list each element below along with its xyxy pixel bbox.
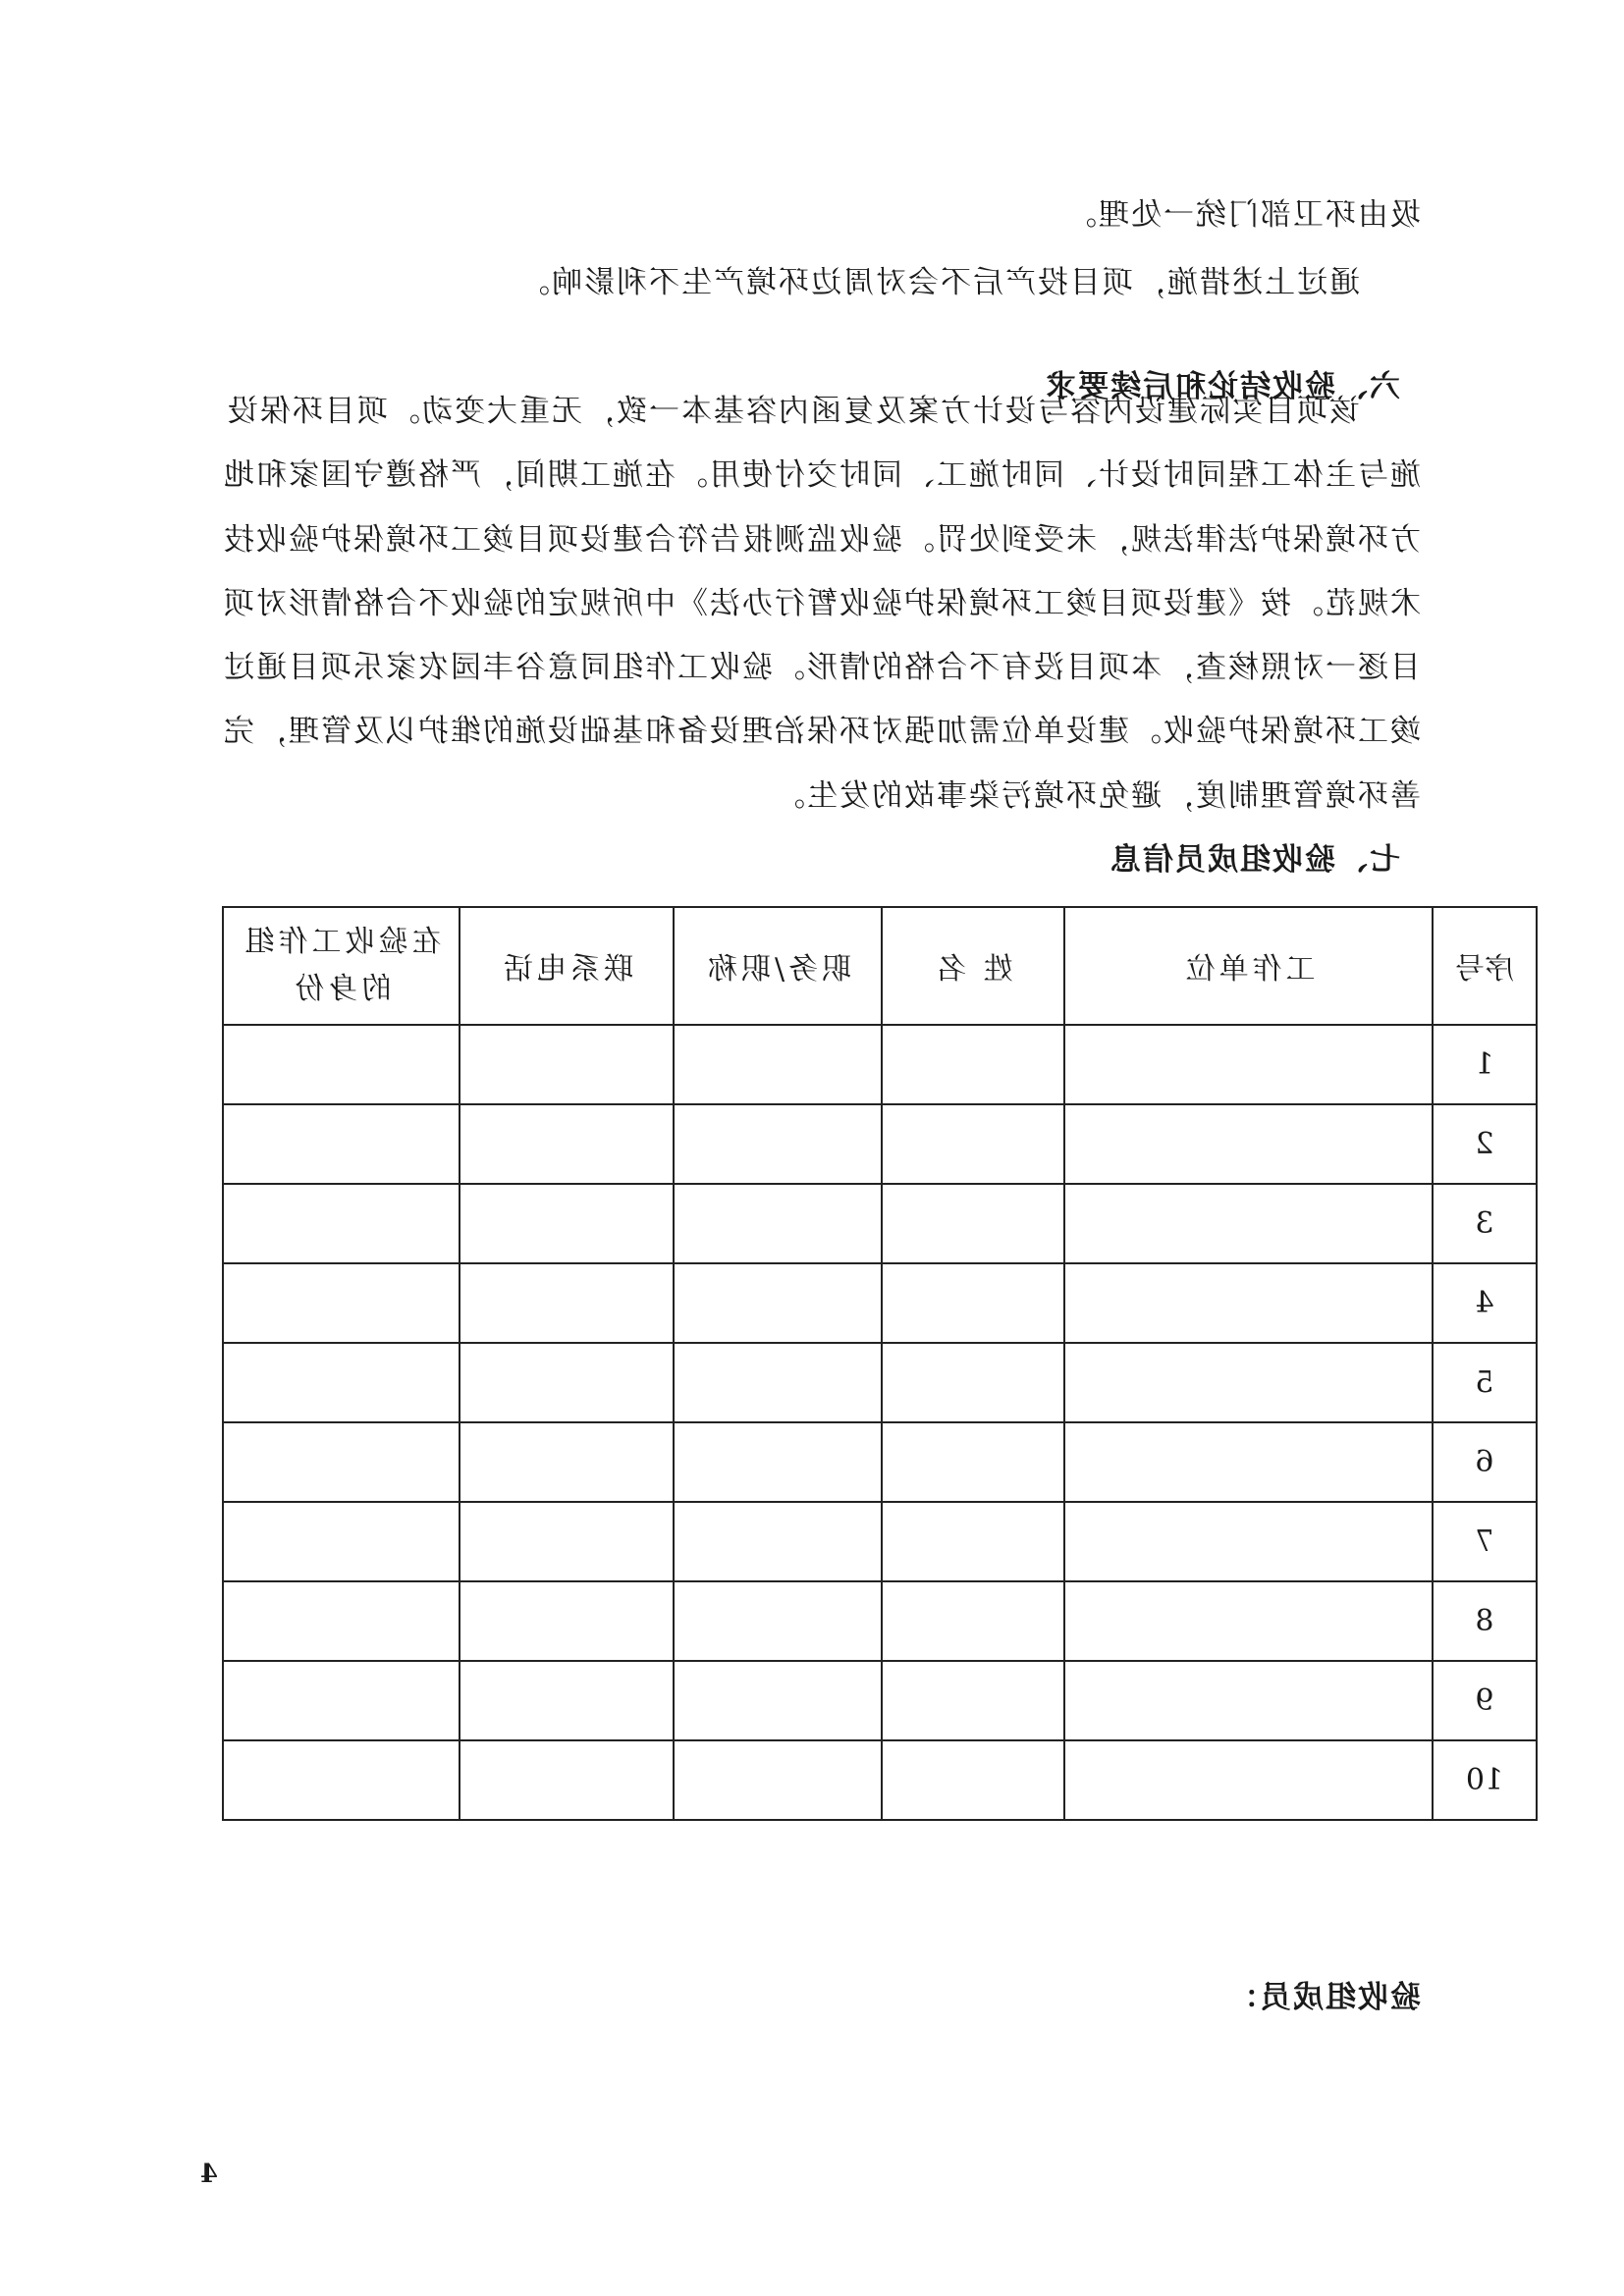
cell-position: [674, 1581, 882, 1661]
cell-role: [223, 1581, 460, 1661]
cell-name: [882, 1263, 1064, 1343]
cell-work-unit: [1064, 1502, 1433, 1581]
cell-role: [223, 1184, 460, 1263]
cell-position: [674, 1343, 882, 1422]
cell-work-unit: [1064, 1263, 1433, 1343]
cell-work-unit: [1064, 1422, 1433, 1502]
page-number: 4: [199, 2160, 218, 2189]
signature-label: 验收组成员：: [1226, 1980, 1421, 2015]
cell-name: [882, 1740, 1064, 1820]
row-index: 7: [1433, 1502, 1537, 1581]
table-row: [223, 1422, 1537, 1502]
section-6-heading: 六、验收结论和后续要求: [1044, 369, 1400, 404]
cell-name: [882, 1025, 1064, 1104]
cell-phone: [460, 1104, 674, 1184]
cell-phone: [460, 1740, 674, 1820]
row-index: 6: [1433, 1422, 1537, 1502]
cell-position: [674, 1740, 882, 1820]
cell-role: [223, 1740, 460, 1820]
table-header-row: [223, 907, 1537, 1025]
cell-work-unit: [1064, 1104, 1433, 1184]
table-row: [223, 1104, 1537, 1184]
cell-name: [882, 1343, 1064, 1422]
cell-work-unit: [1064, 1740, 1433, 1820]
cell-work-unit: [1064, 1661, 1433, 1740]
row-index: 3: [1433, 1184, 1537, 1263]
paragraph-line: 目逐一对照核查，本项目没有不合格的情形。验收工作组同意谷丰园农家乐项目通过: [222, 650, 1421, 685]
cell-role: [223, 1343, 460, 1422]
cell-position: [674, 1422, 882, 1502]
header-position-title: 职务/职称: [674, 907, 882, 1025]
header-index: 序号: [1433, 907, 1537, 1025]
cell-phone: [460, 1422, 674, 1502]
cell-phone: [460, 1581, 674, 1661]
cell-phone: [460, 1025, 674, 1104]
paragraph-line: 方环境保护法律法规，未受到处罚。验收监测报告符合建设项目竣工环境保护验收技: [222, 522, 1421, 558]
cell-phone: [460, 1343, 674, 1422]
paragraph-line: 术规范。按《建设项目竣工环境保护验收暂行办法》中所规定的验收不合格情形对项: [222, 586, 1421, 621]
row-index: 1: [1433, 1025, 1537, 1104]
cell-phone: [460, 1661, 674, 1740]
cell-work-unit: [1064, 1581, 1433, 1661]
cell-phone: [460, 1263, 674, 1343]
table-row: [223, 1025, 1537, 1104]
row-index: 10: [1433, 1740, 1537, 1820]
row-index: 2: [1433, 1104, 1537, 1184]
header-work-unit: 工作单位: [1064, 907, 1433, 1025]
row-index: 9: [1433, 1661, 1537, 1740]
cell-name: [882, 1581, 1064, 1661]
cell-work-unit: [1064, 1343, 1433, 1422]
paragraph-line: 施与主体工程同时设计、同时施工、同时交付使用。在施工期间，严格遵守国家和地: [222, 457, 1421, 493]
cell-work-unit: [1064, 1184, 1433, 1263]
cell-position: [674, 1184, 882, 1263]
cell-position: [674, 1502, 882, 1581]
cell-role: [223, 1422, 460, 1502]
cell-role: [223, 1263, 460, 1343]
cell-position: [674, 1104, 882, 1184]
cell-role: [223, 1025, 460, 1104]
table-row: [223, 1343, 1537, 1422]
cell-phone: [460, 1502, 674, 1581]
cell-name: [882, 1502, 1064, 1581]
table-row: [223, 1661, 1537, 1740]
cell-work-unit: [1064, 1025, 1433, 1104]
cell-position: [674, 1263, 882, 1343]
header-name: 姓 名: [882, 907, 1064, 1025]
paragraph-line: 通过上述措施，项目投产后不会对周边环境产生不利影响。: [517, 265, 1360, 300]
members-table: [222, 906, 1538, 1821]
row-index: 8: [1433, 1581, 1537, 1661]
paragraph-line: 竣工环境保护验收。建设单位需加强对环保治理设备和基础设施的维护以及管理，完: [222, 714, 1421, 749]
cell-phone: [460, 1184, 674, 1263]
cell-role: [223, 1104, 460, 1184]
cell-position: [674, 1661, 882, 1740]
cell-name: [882, 1104, 1064, 1184]
row-index: 5: [1433, 1343, 1537, 1422]
row-index: 4: [1433, 1263, 1537, 1343]
table-row: [223, 1502, 1537, 1581]
paragraph-line: 该项目实际建设内容与设计方案及复函内容基本一致，无重大变动。项目环保设: [226, 394, 1360, 429]
cell-name: [882, 1422, 1064, 1502]
table-row: [223, 1263, 1537, 1343]
cell-position: [674, 1025, 882, 1104]
cell-name: [882, 1184, 1064, 1263]
table-row: [223, 1581, 1537, 1661]
cell-name: [882, 1661, 1064, 1740]
table-row: [223, 1740, 1537, 1820]
cell-role: [223, 1502, 460, 1581]
header-phone: 联系电话: [460, 907, 674, 1025]
cell-role: [223, 1661, 460, 1740]
table-row: [223, 1184, 1537, 1263]
header-role: 在验收工作组的身份: [223, 907, 460, 1025]
section-7-heading: 七、验收组成员信息: [1109, 842, 1400, 878]
paragraph-line: 善环境管理制度，避免环境污染事故的发生。: [773, 778, 1421, 814]
paragraph-line: 圾由环卫部门统一处理。: [1064, 197, 1421, 233]
